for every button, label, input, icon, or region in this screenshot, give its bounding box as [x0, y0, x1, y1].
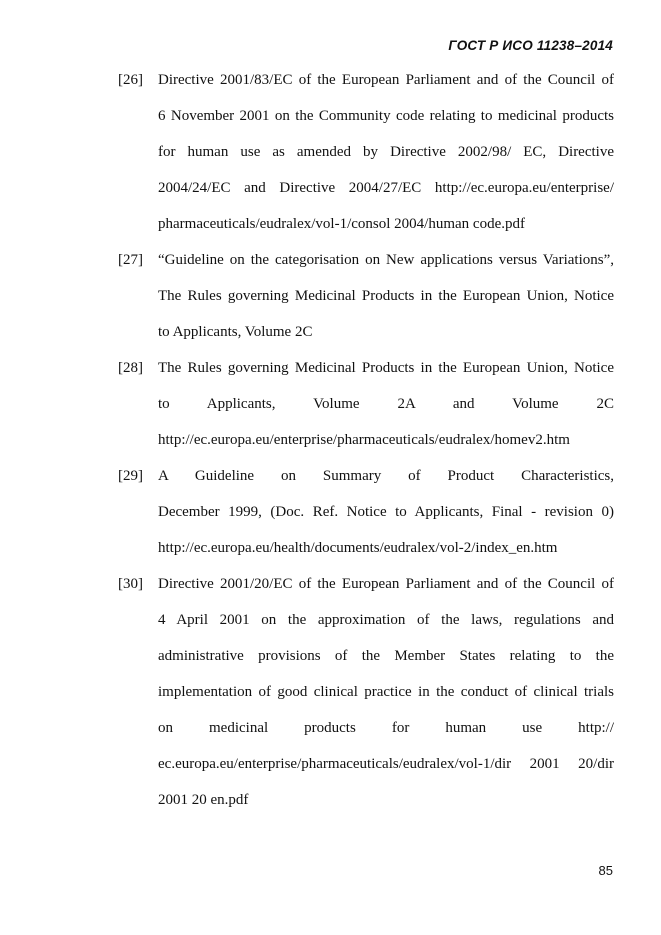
reference-line: December 1999, (Doc. Ref. Notice to Applicants, Final - revision 0): [158, 504, 614, 520]
reference-item: [118, 242, 614, 350]
reference-item: [118, 566, 614, 818]
reference-line: to Applicants, Volume 2A and Volume 2C: [158, 396, 614, 412]
reference-line: http://ec.europa.eu/enterprise/pharmaceuticals/eudralex/homev2.htm: [158, 432, 570, 448]
reference-line: 4 April 2001 on the approximation of the laws, regulations and: [158, 612, 614, 628]
reference-list: [118, 62, 614, 818]
page-number: 85: [598, 863, 613, 878]
reference-line: implementation of good clinical practice in the conduct of clinical trials: [158, 684, 614, 700]
reference-line: The Rules governing Medicinal Products in the European Union, Notice: [158, 288, 614, 304]
reference-line: pharmaceuticals/eudralex/vol-1/consol 2004/human code.pdf: [158, 216, 525, 232]
reference-text: [158, 62, 614, 242]
reference-line: ec.europa.eu/enterprise/pharmaceuticals/eudralex/vol-1/dir 2001 20/dir: [158, 756, 614, 772]
reference-line: for human use as amended by Directive 2002/98/ EC, Directive: [158, 144, 614, 160]
reference-text: [158, 566, 614, 818]
reference-number: [28]: [118, 360, 143, 376]
reference-line: 2004/24/EC and Directive 2004/27/EC http://ec.europa.eu/enterprise/: [158, 180, 614, 196]
reference-line: Directive 2001/20/EC of the European Parliament and of the Council of: [158, 576, 614, 592]
reference-number: [26]: [118, 72, 143, 88]
running-header: ГОСТ Р ИСО 11238–2014: [448, 38, 613, 53]
reference-line: to Applicants, Volume 2C: [158, 324, 313, 340]
reference-number: [30]: [118, 576, 143, 592]
reference-line: “Guideline on the categorisation on New applications versus Variations”,: [158, 252, 614, 268]
reference-item: [118, 350, 614, 458]
reference-line: 2001 20 en.pdf: [158, 792, 249, 808]
reference-line: http://ec.europa.eu/health/documents/eudralex/vol-2/index_en.htm: [158, 540, 558, 556]
reference-item: [118, 62, 614, 242]
reference-line: 6 November 2001 on the Community code relating to medicinal products: [158, 108, 614, 124]
reference-line: Directive 2001/83/EC of the European Parliament and of the Council of: [158, 72, 614, 88]
reference-item: [118, 458, 614, 566]
reference-number: [27]: [118, 252, 143, 268]
reference-text: [158, 350, 614, 458]
reference-line: on medicinal products for human use http://: [158, 720, 614, 736]
reference-text: [158, 458, 614, 566]
reference-line: administrative provisions of the Member States relating to the: [158, 648, 614, 664]
reference-line: A Guideline on Summary of Product Characteristics,: [158, 468, 614, 484]
reference-line: The Rules governing Medicinal Products in the European Union, Notice: [158, 360, 614, 376]
reference-number: [29]: [118, 468, 143, 484]
reference-text: [158, 242, 614, 350]
